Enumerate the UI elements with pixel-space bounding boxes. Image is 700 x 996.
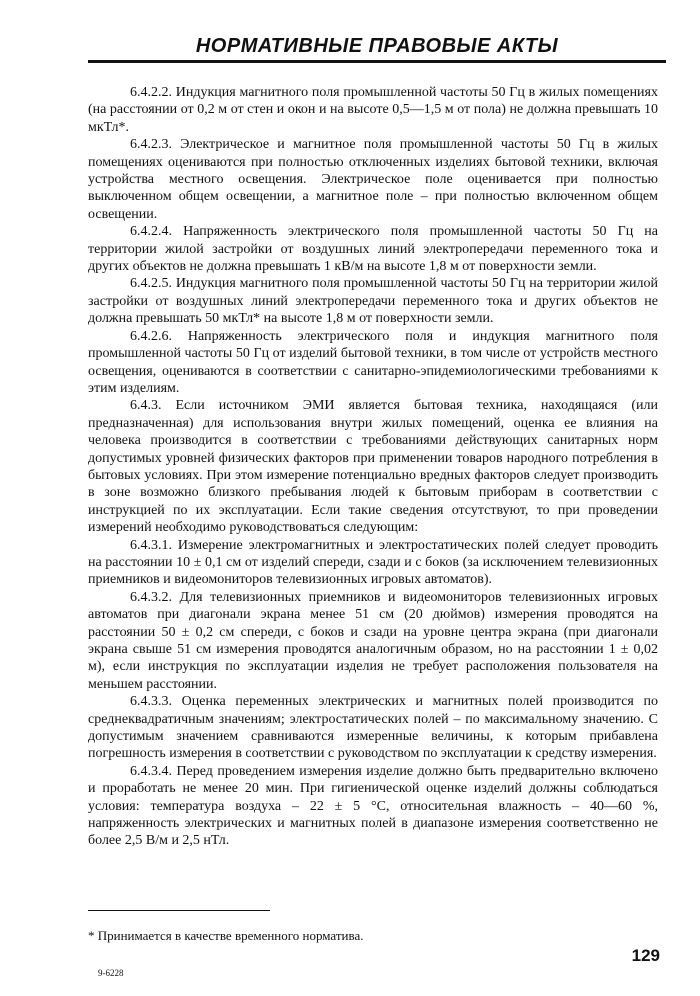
paragraph-6-4-2-5: 6.4.2.5. Индукция магнитного поля промышленной частоты 50 Гц на территории жилой застройки от воздушных линий электропередачи переменного тока и других объектов не должна превышать 50 мкТл* на высоте 1,8 м от поверхности земли. bbox=[88, 276, 658, 327]
footnote-rule bbox=[88, 910, 270, 911]
document-body bbox=[88, 84, 658, 850]
paragraph-6-4-3: 6.4.3. Если источником ЭМИ является бытовая техника, находящаяся (или предназначенная) для использования внутри жилых помещений, оценка ее влияния на человека производится в соответствии с требованиями действующих санитарных норм допустимых уровней физических факторов при применении товаров народного потребления в бытовых условиях. При этом измерение потенциально вредных факторов следует производить в зоне возможно близкого пребывания людей к бытовым приборам в соответствии с инструкцией по их эксплуатации. Если такие сведения отсутствуют, то при проведении измерений необходимо руководствоваться следующим: bbox=[88, 398, 658, 536]
page-number: 129 bbox=[631, 946, 660, 965]
header-rule bbox=[88, 60, 666, 63]
paragraph-6-4-3-4: 6.4.3.4. Перед проведением измерения изделие должно быть предварительно включено и проработать не менее 20 мин. При гигиенической оценке изделий должны соблюдаться условия: температура воздуха – 22 ± 5 °C, относительная влажность – 40—60 %, напряженность электрических и магнитных полей в диапазоне измерения соответственно не более 2,5 В/м и 2,5 нТл. bbox=[88, 763, 658, 849]
paragraph-6-4-3-3: 6.4.3.3. Оценка переменных электрических и магнитных полей производится по среднеквадратичным значениям; электростатических полей – по максимальному значению. С допустимым значением сравниваются измеренные величины, к которым прибавлена погрешность измерения в соответствии с руководством по эксплуатации к средству измерения. bbox=[88, 694, 658, 762]
running-header: НОРМАТИВНЫЕ ПРАВОВЫЕ АКТЫ bbox=[195, 35, 559, 57]
paragraph-6-4-2-6: 6.4.2.6. Напряженность электрического поля и индукция магнитного поля промышленной частоты 50 Гц от изделий бытовой техники, в том числе от устройств местного освещения, оцениваются в соответствии с санитарно-эпидемиологическими требованиями к этим изделиям. bbox=[88, 328, 658, 396]
printer-signature: 9-6228 bbox=[98, 968, 124, 978]
paragraph-6-4-2-3: 6.4.2.3. Электрическое и магнитное поля промышленной частоты 50 Гц в жилых помещениях оцениваются при полностью отключенных изделиях бытовой техники, включая устройства местного освещения. Электрическое поле оценивается при полностью выключенном общем освещении, а магнитное поле – при полностью включенном общем освещении. bbox=[88, 137, 658, 222]
paragraph-6-4-2-2: 6.4.2.2. Индукция магнитного поля промышленной частоты 50 Гц в жилых помещениях (на расстоянии от 0,2 м от стен и окон и на высоте 0,5—1,5 м от пола) не должна превышать 10 мкТл*. bbox=[88, 85, 658, 135]
paragraph-6-4-3-2: 6.4.3.2. Для телевизионных приемников и видеомониторов телевизионных игровых автоматов при диагонали экрана менее 51 см (20 дюймов) измерения проводятся на расстоянии 50 ± 0,2 см спереди, с боков и сзади на уровне центра экрана (при диагонали экрана свыше 51 см измерения проводятся аналогичным образом, но на расстоянии 1 ± 0,02 м), если инструкция по эксплуатации изделия не требует расположения пользователя на меньшем расстоянии. bbox=[88, 589, 658, 692]
footnote: * Принимается в качестве временного норматива. bbox=[88, 928, 364, 943]
paragraph-6-4-3-1: 6.4.3.1. Измерение электромагнитных и электростатических полей следует проводить на расстоянии 10 ± 0,1 см от изделий спереди, сзади и с боков (за исключением телевизионных приемников и видеомониторов телевизионных игровых автоматов). bbox=[88, 537, 658, 588]
paragraph-6-4-2-4: 6.4.2.4. Напряженность электрического поля промышленной частоты 50 Гц на территории жилой застройки от воздушных линий электропередачи переменного тока и других объектов не должна превышать 1 кВ/м на высоте 1,8 м от поверхности земли. bbox=[88, 224, 658, 275]
